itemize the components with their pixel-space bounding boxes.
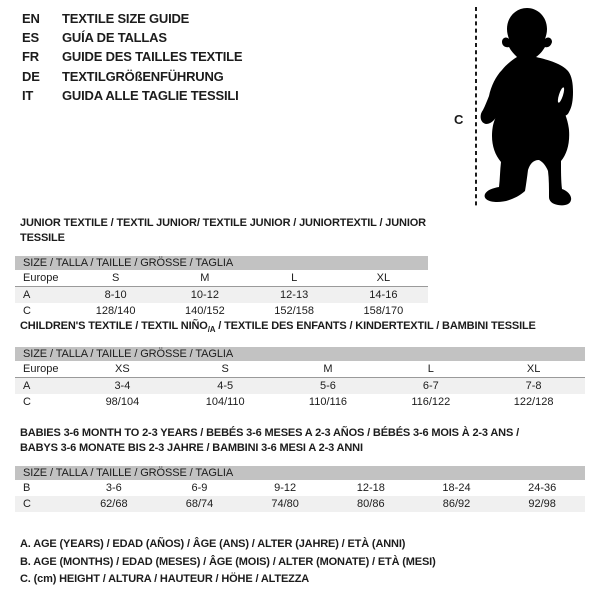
table-title-line: JUNIOR TEXTILE / TEXTIL JUNIOR/ TEXTILE JUNIOR / JUNIORTEXTIL / JUNIOR TESSILE (20, 217, 426, 244)
size-value: 122/128 (513, 396, 554, 409)
footnote-line: A. AGE (YEARS) / EDAD (AÑOS) / ÂGE (ANS) / ALTER (JAHRE) / ETÀ (ANNI) (20, 538, 406, 550)
language-code: DE (22, 68, 40, 84)
size-value: 24-36 (528, 482, 557, 494)
size-value: M (323, 363, 333, 376)
size-row-c (15, 303, 428, 319)
size-row-a (15, 287, 428, 303)
size-value: 6-9 (191, 482, 208, 494)
toddler-figure-svg (445, 2, 600, 214)
toddler-height-figure (445, 2, 600, 214)
row-label: Europe (23, 272, 59, 284)
language-title-list (22, 9, 242, 105)
size-value: XL (526, 363, 541, 376)
size-value: 12-13 (280, 289, 309, 301)
size-row-b (15, 480, 585, 496)
table-title-line: BABYS 3-6 MONATE BIS 2-3 JAHRE / BAMBINI 3-6 MESI A 2-3 ANNI (20, 442, 363, 454)
language-title: TEXTILE SIZE GUIDE (62, 11, 190, 27)
language-title: TEXTILGRÖßENFÜHRUNG (62, 68, 224, 84)
row-label: C (23, 305, 31, 317)
table-title-line: CHILDREN'S TEXTILE / TEXTIL $NIÑO_{/A}$ / TEXTILE DES ENFANTS / KINDERTEXTIL / BAMBINI TESSILE (20, 320, 536, 335)
height-measure-label: C (454, 112, 464, 127)
size-value: 152/158 (274, 305, 314, 317)
language-row-de (22, 67, 242, 86)
size-value: 12-18 (356, 482, 385, 494)
size-value: 86/92 (442, 498, 471, 510)
row-label: B (23, 482, 31, 494)
size-value: 7-8 (525, 380, 542, 393)
table-title (20, 319, 585, 337)
size-value: 98/104 (105, 396, 140, 409)
row-label: C (23, 396, 31, 409)
size-value: S (221, 363, 229, 376)
size-value: S (111, 272, 120, 284)
language-title: GUIDA ALLE TAGLIE TESSILI (62, 87, 239, 103)
size-value: 116/122 (411, 396, 451, 409)
size-value: 158/170 (363, 305, 404, 317)
footnote-line: B. AGE (MONTHS) / EDAD (MESES) / ÂGE (MOIS) / ALTER (MONATE) / ETÀ (MESI) (20, 555, 436, 568)
language-code: FR (22, 49, 39, 65)
language-row-fr (22, 47, 242, 66)
size-row-europe (15, 361, 585, 378)
size-row-c (15, 394, 585, 410)
babies-textile-section (15, 426, 585, 512)
size-header-bar: SIZE / TALLA / TAILLE / GRÖSSE / TAGLIA (15, 256, 428, 270)
size-value: 18-24 (442, 482, 471, 494)
size-table (15, 270, 428, 319)
size-value: 140/152 (184, 305, 225, 317)
language-row-en (22, 9, 242, 28)
size-value: 104/110 (205, 396, 245, 409)
size-value: 4-5 (217, 380, 234, 393)
size-value: 9-12 (274, 482, 297, 494)
size-value: 62/68 (100, 498, 128, 510)
language-code: EN (22, 11, 40, 27)
size-value: XL (376, 272, 391, 284)
size-table (15, 361, 585, 410)
language-row-it (22, 86, 242, 105)
size-value: 14-16 (369, 289, 398, 301)
size-value: 92/98 (528, 498, 556, 510)
size-value: 10-12 (190, 289, 219, 301)
size-value: 3-4 (114, 380, 131, 393)
size-value: 68/74 (185, 498, 214, 510)
size-value: 80/86 (357, 498, 385, 510)
size-header-bar: SIZE / TALLA / TAILLE / GRÖSSE / TAGLIA (15, 466, 585, 480)
childrens-textile-section (15, 319, 585, 410)
table-title (20, 426, 585, 456)
language-code: IT (22, 87, 34, 103)
size-table (15, 480, 585, 512)
size-row-europe (15, 270, 428, 287)
row-label: Europe (23, 363, 59, 376)
table-title-line: BABIES 3-6 MONTH TO 2-3 YEARS / BEBÉS 3-6 MESES A 2-3 AÑOS / BÉBÉS 3-6 MOIS À 2-3 ANS / (20, 427, 519, 439)
size-header-bar: SIZE / TALLA / TAILLE / GRÖSSE / TAGLIA (15, 347, 585, 361)
size-value: L (291, 272, 298, 284)
language-code: ES (22, 30, 39, 46)
toddler-silhouette (481, 8, 573, 205)
footnotes (20, 536, 436, 589)
size-value: 3-6 (105, 482, 122, 494)
size-row-c (15, 496, 585, 512)
size-value: M (200, 272, 210, 284)
language-row-es (22, 28, 242, 47)
row-label: C (23, 498, 31, 510)
row-label: A (23, 380, 31, 393)
row-label: A (23, 289, 31, 301)
language-title: GUÍA DE TALLAS (62, 30, 167, 46)
table-title (20, 216, 428, 246)
size-value: L (427, 363, 434, 376)
junior-textile-section (15, 216, 428, 319)
size-value: 5-6 (320, 380, 336, 393)
size-row-a (15, 378, 585, 394)
size-value: XS (115, 363, 130, 376)
size-value: 128/140 (95, 305, 136, 317)
size-value: 8-10 (104, 289, 127, 301)
footnote-line: C. (cm) HEIGHT / ALTURA / HAUTEUR / HÖHE / ALTEZZA (20, 573, 310, 585)
size-value: 74/80 (271, 498, 299, 510)
size-value: 6-7 (422, 380, 439, 393)
language-title: GUIDE DES TAILLES TEXTILE (62, 49, 243, 65)
size-value: 110/116 (308, 396, 348, 409)
